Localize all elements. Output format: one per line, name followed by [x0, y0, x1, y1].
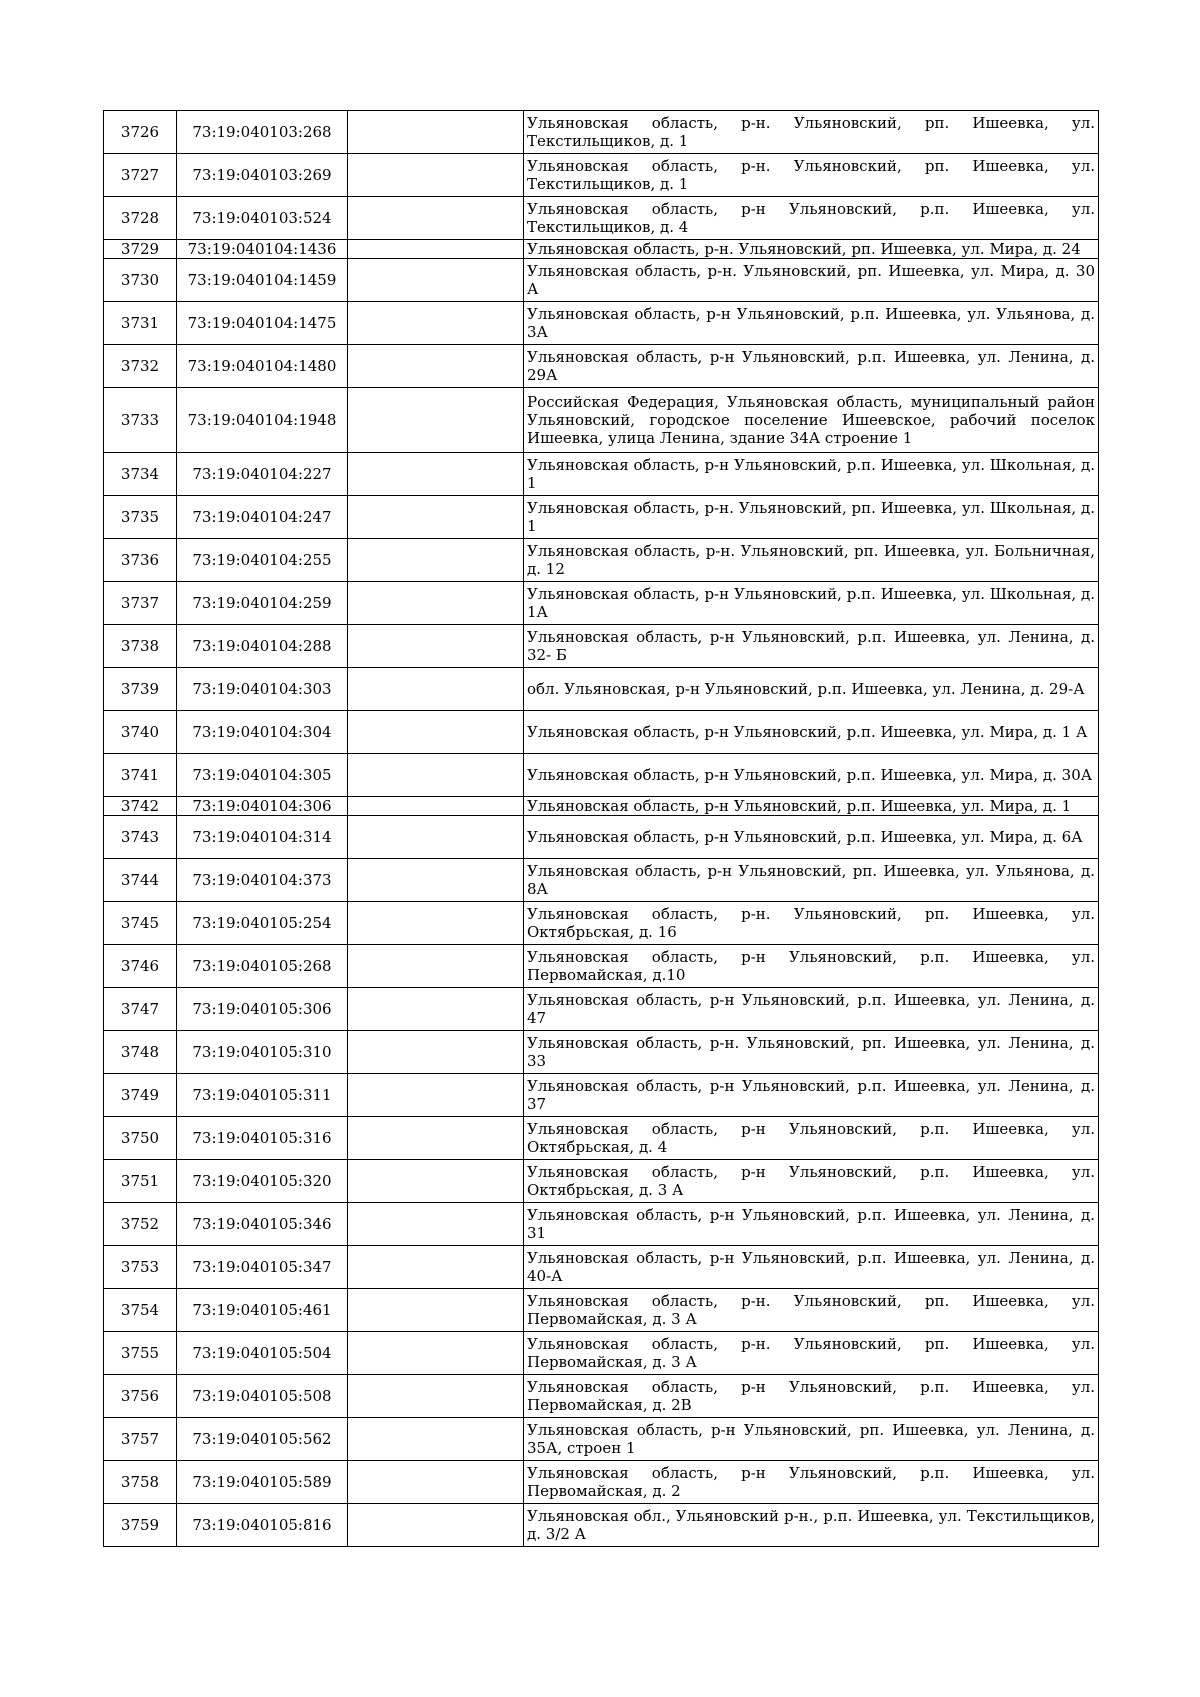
cadastral-number: 73:19:040105:508 — [177, 1375, 348, 1418]
cadastral-number: 73:19:040104:305 — [177, 754, 348, 797]
row-number: 3728 — [104, 197, 177, 240]
empty-cell — [348, 1203, 524, 1246]
cadastral-number: 73:19:040105:310 — [177, 1031, 348, 1074]
address: Ульяновская область, р-н Ульяновский, рп. Ишеевка, ул. Ленина, д. 35А, строен 1 — [524, 1418, 1099, 1461]
empty-cell — [348, 1031, 524, 1074]
row-number: 3747 — [104, 988, 177, 1031]
row-number: 3727 — [104, 154, 177, 197]
table-row — [104, 754, 1099, 797]
empty-cell — [348, 1160, 524, 1203]
empty-cell — [348, 154, 524, 197]
cadastral-number: 73:19:040105:816 — [177, 1504, 348, 1547]
address: Ульяновская область, р-н Ульяновский, р.п. Ишеевка, ул. Мира, д. 1 А — [524, 711, 1099, 754]
empty-cell — [348, 816, 524, 859]
empty-cell — [348, 668, 524, 711]
address: Ульяновская область, р-н Ульяновский, р.п. Ишеевка, ул. Мира, д. 6А — [524, 816, 1099, 859]
table-row — [104, 302, 1099, 345]
address: Ульяновская область, р-н Ульяновский, р.п. Ишеевка, ул. Ленина, д. 31 — [524, 1203, 1099, 1246]
address: Ульяновская область, р-н Ульяновский, р.п. Ишеевка, ул. Ленина, д. 47 — [524, 988, 1099, 1031]
cadastral-number: 73:19:040104:288 — [177, 625, 348, 668]
row-number: 3736 — [104, 539, 177, 582]
table-row — [104, 496, 1099, 539]
empty-cell — [348, 1289, 524, 1332]
cadastral-number: 73:19:040103:524 — [177, 197, 348, 240]
address: Ульяновская область, р-н. Ульяновский, рп. Ишеевка, ул. Первомайская, д. 3 А — [524, 1289, 1099, 1332]
address: Ульяновская область, р-н. Ульяновский, рп. Ишеевка, ул. Ленина, д. 33 — [524, 1031, 1099, 1074]
cadastral-number: 73:19:040105:347 — [177, 1246, 348, 1289]
table-row — [104, 582, 1099, 625]
empty-cell — [348, 496, 524, 539]
cadastral-number: 73:19:040104:304 — [177, 711, 348, 754]
empty-cell — [348, 197, 524, 240]
table-row — [104, 1246, 1099, 1289]
empty-cell — [348, 582, 524, 625]
table-row — [104, 902, 1099, 945]
row-number: 3751 — [104, 1160, 177, 1203]
empty-cell — [348, 1074, 524, 1117]
empty-cell — [348, 859, 524, 902]
table-row — [104, 1160, 1099, 1203]
address: Ульяновская область, р-н. Ульяновский, рп. Ишеевка, ул. Мира, д. 24 — [524, 240, 1099, 259]
cadastral-number: 73:19:040105:346 — [177, 1203, 348, 1246]
empty-cell — [348, 240, 524, 259]
empty-cell — [348, 625, 524, 668]
address: Ульяновская область, р-н Ульяновский, р.п. Ишеевка, ул. Мира, д. 30А — [524, 754, 1099, 797]
address: Ульяновская область, р-н. Ульяновский, рп. Ишеевка, ул. Октябрьская, д. 16 — [524, 902, 1099, 945]
table-row — [104, 711, 1099, 754]
table-row — [104, 197, 1099, 240]
table-row — [104, 1504, 1099, 1547]
address: Ульяновская область, р-н. Ульяновский, рп. Ишеевка, ул. Текстильщиков, д. 1 — [524, 111, 1099, 154]
row-number: 3758 — [104, 1461, 177, 1504]
row-number: 3743 — [104, 816, 177, 859]
address: Ульяновская область, р-н. Ульяновский, рп. Ишеевка, ул. Первомайская, д. 3 А — [524, 1332, 1099, 1375]
table-row — [104, 539, 1099, 582]
address: Ульяновская область, р-н Ульяновский, р.п. Ишеевка, ул. Мира, д. 1 — [524, 797, 1099, 816]
table-row — [104, 388, 1099, 453]
row-number: 3739 — [104, 668, 177, 711]
table-row — [104, 1031, 1099, 1074]
cadastral-number: 73:19:040105:316 — [177, 1117, 348, 1160]
table-row — [104, 668, 1099, 711]
cadastral-number: 73:19:040105:254 — [177, 902, 348, 945]
address: Ульяновская область, р-н Ульяновский, р.п. Ишеевка, ул. Ленина, д. 29А — [524, 345, 1099, 388]
row-number: 3746 — [104, 945, 177, 988]
row-number: 3741 — [104, 754, 177, 797]
empty-cell — [348, 711, 524, 754]
row-number: 3738 — [104, 625, 177, 668]
table-row — [104, 797, 1099, 816]
cadastral-number: 73:19:040104:1948 — [177, 388, 348, 453]
row-number: 3744 — [104, 859, 177, 902]
cadastral-number: 73:19:040104:1480 — [177, 345, 348, 388]
cadastral-number: 73:19:040105:320 — [177, 1160, 348, 1203]
empty-cell — [348, 1117, 524, 1160]
table-row — [104, 1375, 1099, 1418]
table-row — [104, 1289, 1099, 1332]
cadastral-number: 73:19:040104:1436 — [177, 240, 348, 259]
row-number: 3734 — [104, 453, 177, 496]
cadastral-number: 73:19:040104:227 — [177, 453, 348, 496]
cadastral-number: 73:19:040105:311 — [177, 1074, 348, 1117]
empty-cell — [348, 1504, 524, 1547]
cadastral-number: 73:19:040103:268 — [177, 111, 348, 154]
table-row — [104, 1332, 1099, 1375]
address: Ульяновская обл., Ульяновский р-н., р.п. Ишеевка, ул. Текстильщиков, д. 3/2 А — [524, 1504, 1099, 1547]
table-row — [104, 945, 1099, 988]
row-number: 3748 — [104, 1031, 177, 1074]
address: Ульяновская область, р-н Ульяновский, р.п. Ишеевка, ул. Текстильщиков, д. 4 — [524, 197, 1099, 240]
empty-cell — [348, 1418, 524, 1461]
row-number: 3731 — [104, 302, 177, 345]
cadastral-number: 73:19:040104:247 — [177, 496, 348, 539]
address: Ульяновская область, р-н. Ульяновский, рп. Ишеевка, ул. Текстильщиков, д. 1 — [524, 154, 1099, 197]
empty-cell — [348, 111, 524, 154]
address: обл. Ульяновская, р-н Ульяновский, р.п. Ишеевка, ул. Ленина, д. 29-А — [524, 668, 1099, 711]
address: Ульяновская область, р-н Ульяновский, рп. Ишеевка, ул. Ульянова, д. 8А — [524, 859, 1099, 902]
address: Ульяновская область, р-н. Ульяновский, рп. Ишеевка, ул. Школьная, д. 1 — [524, 496, 1099, 539]
property-registry-table — [103, 110, 1099, 1547]
empty-cell — [348, 539, 524, 582]
row-number: 3745 — [104, 902, 177, 945]
address: Ульяновская область, р-н Ульяновский, р.п. Ишеевка, ул. Первомайская, д. 2В — [524, 1375, 1099, 1418]
empty-cell — [348, 345, 524, 388]
cadastral-number: 73:19:040104:1459 — [177, 259, 348, 302]
table-row — [104, 240, 1099, 259]
cadastral-number: 73:19:040104:306 — [177, 797, 348, 816]
address: Ульяновская область, р-н. Ульяновский, рп. Ишеевка, ул. Больничная, д. 12 — [524, 539, 1099, 582]
table-row — [104, 1203, 1099, 1246]
cadastral-number: 73:19:040105:461 — [177, 1289, 348, 1332]
address: Ульяновская область, р-н Ульяновский, р.п. Ишеевка, ул. Октябрьская, д. 3 А — [524, 1160, 1099, 1203]
table-row — [104, 259, 1099, 302]
address: Ульяновская область, р-н Ульяновский, р.п. Ишеевка, ул. Первомайская, д.10 — [524, 945, 1099, 988]
table-row — [104, 1461, 1099, 1504]
empty-cell — [348, 988, 524, 1031]
address: Ульяновская область, р-н Ульяновский, р.п. Ишеевка, ул. Школьная, д. 1А — [524, 582, 1099, 625]
row-number: 3750 — [104, 1117, 177, 1160]
cadastral-number: 73:19:040103:269 — [177, 154, 348, 197]
empty-cell — [348, 1332, 524, 1375]
address: Ульяновская область, р-н Ульяновский, р.п. Ишеевка, ул. Октябрьская, д. 4 — [524, 1117, 1099, 1160]
empty-cell — [348, 259, 524, 302]
empty-cell — [348, 754, 524, 797]
row-number: 3749 — [104, 1074, 177, 1117]
row-number: 3757 — [104, 1418, 177, 1461]
row-number: 3756 — [104, 1375, 177, 1418]
empty-cell — [348, 1375, 524, 1418]
table-row — [104, 625, 1099, 668]
table-row — [104, 859, 1099, 902]
table-row — [104, 345, 1099, 388]
row-number: 3735 — [104, 496, 177, 539]
row-number: 3740 — [104, 711, 177, 754]
row-number: 3737 — [104, 582, 177, 625]
empty-cell — [348, 797, 524, 816]
row-number: 3753 — [104, 1246, 177, 1289]
row-number: 3732 — [104, 345, 177, 388]
row-number: 3730 — [104, 259, 177, 302]
cadastral-number: 73:19:040105:504 — [177, 1332, 348, 1375]
row-number: 3752 — [104, 1203, 177, 1246]
table-row — [104, 816, 1099, 859]
address: Ульяновская область, р-н Ульяновский, р.п. Ишеевка, ул. Первомайская, д. 2 — [524, 1461, 1099, 1504]
table-row — [104, 453, 1099, 496]
empty-cell — [348, 945, 524, 988]
row-number: 3742 — [104, 797, 177, 816]
table-row — [104, 1074, 1099, 1117]
cadastral-number: 73:19:040105:562 — [177, 1418, 348, 1461]
cadastral-number: 73:19:040104:314 — [177, 816, 348, 859]
table-row — [104, 111, 1099, 154]
cadastral-number: 73:19:040105:306 — [177, 988, 348, 1031]
empty-cell — [348, 302, 524, 345]
table-row — [104, 988, 1099, 1031]
address: Российская Федерация, Ульяновская область, муниципальный район Ульяновский, городское поселение Ишеевское, рабочий поселок Ишеевка, улица Ленина, здание 34А строение 1 — [524, 388, 1099, 453]
cadastral-number: 73:19:040104:373 — [177, 859, 348, 902]
row-number: 3754 — [104, 1289, 177, 1332]
empty-cell — [348, 453, 524, 496]
empty-cell — [348, 388, 524, 453]
empty-cell — [348, 902, 524, 945]
empty-cell — [348, 1246, 524, 1289]
row-number: 3729 — [104, 240, 177, 259]
table-row — [104, 154, 1099, 197]
row-number: 3755 — [104, 1332, 177, 1375]
address: Ульяновская область, р-н Ульяновский, р.п. Ишеевка, ул. Ленина, д. 37 — [524, 1074, 1099, 1117]
address: Ульяновская область, р-н Ульяновский, р.п. Ишеевка, ул. Ленина, д. 32- Б — [524, 625, 1099, 668]
table-row — [104, 1418, 1099, 1461]
address: Ульяновская область, р-н. Ульяновский, рп. Ишеевка, ул. Мира, д. 30 А — [524, 259, 1099, 302]
cadastral-number: 73:19:040105:589 — [177, 1461, 348, 1504]
cadastral-number: 73:19:040104:255 — [177, 539, 348, 582]
cadastral-number: 73:19:040104:1475 — [177, 302, 348, 345]
row-number: 3726 — [104, 111, 177, 154]
cadastral-number: 73:19:040105:268 — [177, 945, 348, 988]
row-number: 3733 — [104, 388, 177, 453]
table-row — [104, 1117, 1099, 1160]
empty-cell — [348, 1461, 524, 1504]
cadastral-number: 73:19:040104:303 — [177, 668, 348, 711]
address: Ульяновская область, р-н Ульяновский, р.п. Ишеевка, ул. Ульянова, д. 3А — [524, 302, 1099, 345]
cadastral-number: 73:19:040104:259 — [177, 582, 348, 625]
row-number: 3759 — [104, 1504, 177, 1547]
address: Ульяновская область, р-н Ульяновский, р.п. Ишеевка, ул. Школьная, д. 1 — [524, 453, 1099, 496]
address: Ульяновская область, р-н Ульяновский, р.п. Ишеевка, ул. Ленина, д. 40-А — [524, 1246, 1099, 1289]
